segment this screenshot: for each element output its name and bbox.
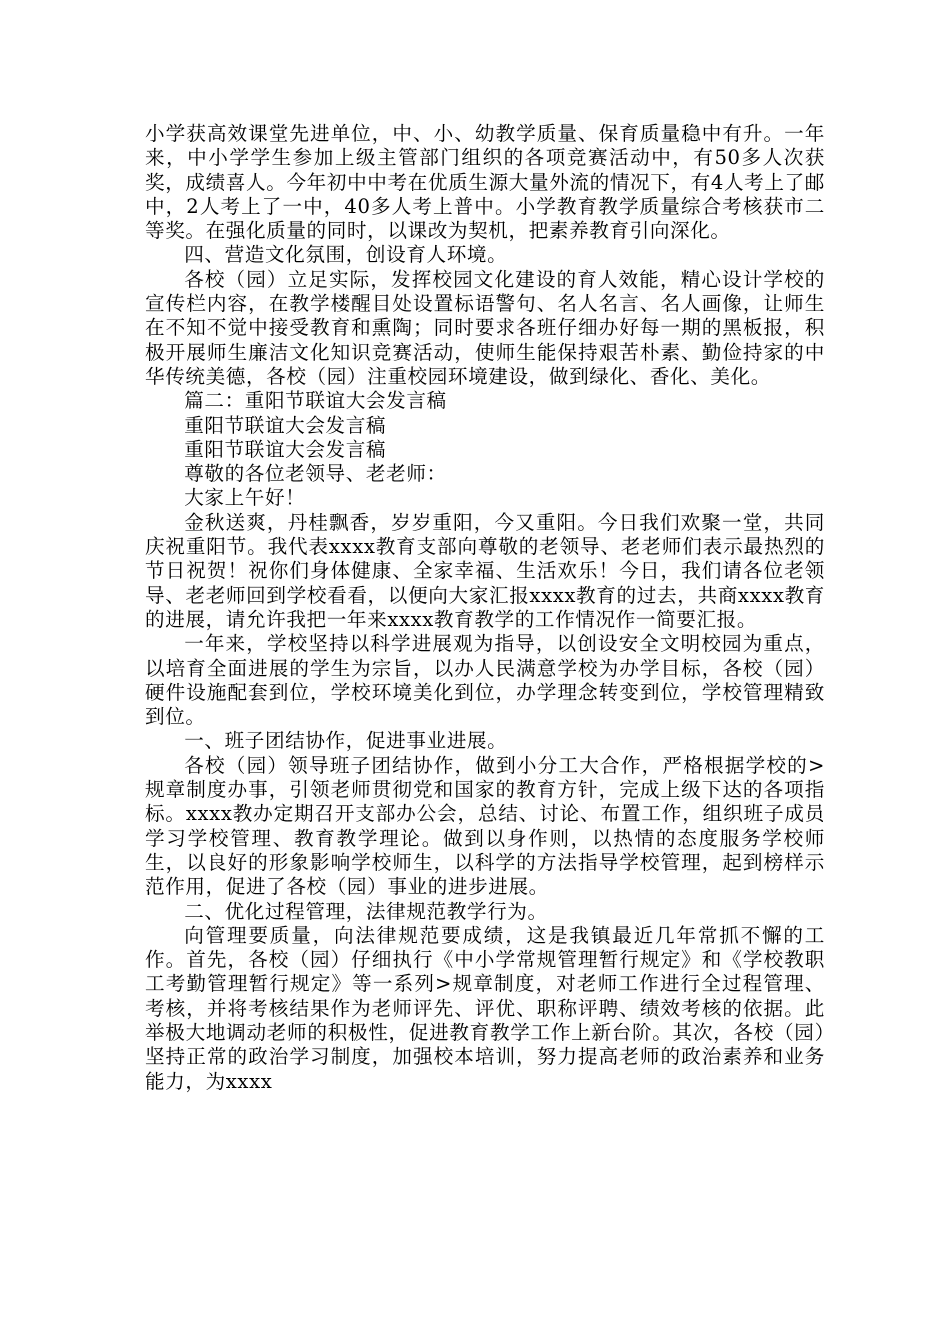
paragraph-quality-results: 小学获高效课堂先进单位，中、小、幼教学质量、保育质量稳中有升。一年来，中小学学生参加上级主管部门组织的各项竞赛活动中，有50多人次获奖，成绩喜人。今年初中中考在优质生源大量外流的情况下，有4人考上了邮中，2人考上了一中，40多人考上普中。小学教育教学质量综合考核获市二等奖。在强化质量的同时，以课改为契机，把素养教育引向深化。 — [145, 122, 825, 243]
heading-part-two: 篇二：重阳节联谊大会发言稿 — [184, 389, 447, 413]
document-body — [145, 122, 825, 1094]
paragraph-festival-opening: 金秋送爽，丹桂飘香，岁岁重阳，今又重阳。今日我们欢聚一堂，共同庆祝重阳节。我代表xxxx教育支部向尊敬的老领导、老老师们表示最热烈的节日祝贺！祝你们身体健康、全家幸福、生活欢乐！今日，我们请各位老领导、老老师回到学校看看，以便向大家汇报xxxx教育的过去，共商xxxx教育的进展，请允许我把一年来xxxx教育教学的工作情况作一简要汇报。 — [145, 510, 825, 631]
heading-process-management: 二、优化过程管理，法律规范教学行为。 — [184, 899, 548, 923]
paragraph-campus-culture: 各校（园）立足实际，发挥校园文化建设的育人效能，精心设计学校的宣传栏内容，在教学楼醒目处设置标语警句、名人名言、名人画像，让师生在不知不觉中接受教育和熏陶；同时要求各班仔细办好每一期的黑板报，积极开展师生廉洁文化知识竞赛活动，使师生能保持艰苦朴素、勤俭持家的中华传统美德，各校（园）注重校园环境建设，做到绿化、香化、美化。 — [145, 267, 825, 388]
paragraph-leadership: 各校（园）领导班子团结协作，做到小分工大合作，严格根据学校的>规章制度办事，引领老师贯彻党和国家的教育方针，完成上级下达的各项指标。xxxx教办定期召开支部办公会，总结、讨论、布置工作，组织班子成员学习学校管理、教育教学理论。做到以身作则，以热情的态度服务学校师生，以良好的形象影响学校师生，以科学的方法指导学校管理，起到榜样示范作用，促进了各校（园）事业的进步进展。 — [145, 753, 825, 899]
heading-culture-atmosphere: 四、营造文化氛围，创设育人环境。 — [184, 243, 508, 267]
paragraph-process-management: 向管理要质量，向法律规范要成绩，这是我镇最近几年常抓不懈的工作。首先，各校（园）仔细执行《中小学常规管理暂行规定》和《学校教职工考勤管理暂行规定》等一系列>规章制度，对老师工作进行全过程管理、考核，并将考核结果作为老师评先、评优、职称评聘、绩效考核的依据。此举极大地调动老师的积极性，促进教育教学工作上新台阶。其次，各校（园）坚持正常的政治学习制度，加强校本培训，努力提高老师的政治素养和业务能力，为xxxx — [145, 923, 825, 1093]
salutation: 尊敬的各位老领导、老老师： — [184, 462, 447, 486]
paragraph-year-summary: 一年来，学校坚持以科学进展观为指导，以创设安全文明校园为重点，以培育全面进展的学生为宗旨，以办人民满意学校为办学目标，各校（园）硬件设施配套到位，学校环境美化到位，办学理念转变到位，学校管理精致到位。 — [145, 632, 825, 729]
speech-title-repeat: 重阳节联谊大会发言稿 — [184, 437, 387, 461]
greeting: 大家上午好！ — [184, 486, 306, 510]
heading-leadership-unity: 一、班子团结协作，促进事业进展。 — [184, 729, 508, 753]
speech-title: 重阳节联谊大会发言稿 — [184, 413, 387, 437]
